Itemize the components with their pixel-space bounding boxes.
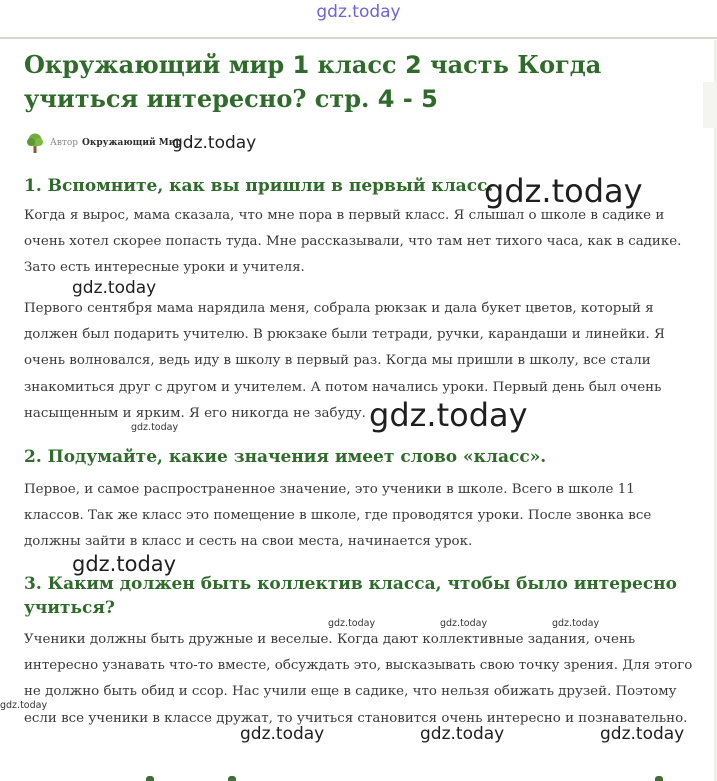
watermark: gdz.today — [484, 172, 643, 210]
title-part: 1 — [292, 51, 310, 79]
watermark: gdz.today — [72, 552, 177, 576]
watermark: gdz.today — [369, 396, 528, 434]
question-heading-3: 3. Каким должен быть коллектив класса, чтобы было интересно учиться? — [24, 574, 677, 618]
header-divider — [0, 37, 717, 39]
watermark: gdz.today — [0, 700, 48, 711]
title-part: класс — [309, 50, 405, 79]
title-part: часть Когда учиться интересно? стр. — [24, 50, 602, 113]
cutoff-glyph — [655, 776, 663, 781]
question-heading-1: 1. Вспомните, как вы пришли в первый класс. — [24, 176, 494, 196]
answer-paragraph: Когда я вырос, мама сказала, что мне пора в первый класс. Я слышал о школе в садике и очень хотел скорее попасть туда. Мне рассказывали, что там нет тихого часа, как в садике. Зато есть интересные уроки и учителя. — [24, 208, 682, 276]
watermark: gdz.today — [328, 618, 376, 629]
title-part: 2 — [404, 51, 422, 79]
watermark: gdz.today — [552, 618, 600, 629]
watermark: gdz.today — [131, 422, 179, 433]
next-heading-cutoff — [0, 772, 717, 781]
author-line — [24, 131, 182, 155]
answer-paragraph: Первого сентября мама нарядила меня, собрала рюкзак и дала букет цветов, который я должен был подарить учителю. В рюкзаке были тетради, ручки, карандаши и линейки. Я очень волновался, ведь иду в школу в первый раз. Когда мы пришли в школу, все стали знакомиться друг с другом и учителем. А потом начались уроки. Первый день был очень насыщенным и ярким. Я его никогда не забуду. — [24, 301, 665, 421]
watermark: gdz.today — [240, 724, 325, 744]
author-prefix: Автор — [50, 138, 79, 148]
question-heading-2: 2. Подумайте, какие значения имеет слово «класс». — [24, 447, 547, 467]
tree-icon — [24, 132, 46, 154]
right-side-tab — [703, 82, 717, 128]
author-name-link[interactable]: Окружающий Мир — [82, 138, 182, 148]
site-logo[interactable]: gdz.today — [316, 2, 401, 22]
watermark: gdz.today — [600, 724, 685, 744]
answer-paragraph: Первое, и самое распространенное значение, это ученики в школе. Всего в школе 11 классов. Так же класс это помещение в школе, где проводятся уроки. После звонка все должны зайти в класс и сесть на свои места, начинается урок. — [24, 482, 652, 550]
watermark: gdz.today — [420, 724, 505, 744]
watermark: gdz.today — [440, 618, 488, 629]
answer-paragraph: Ученики должны быть дружные и веселые. Когда дают коллективные задания, очень интересно узнавать что-то вместе, обсуждать это, высказывать свою точку зрения. Для этого не должно быть обид и ссор. Нас учили еще в садике, что нельзя обижать друзей. Поэтому если все ученики в классе дружат, то учиться становится очень интересно и познавательно. — [24, 632, 693, 726]
page-title — [24, 48, 684, 116]
title-part: Окружающий мир — [24, 50, 293, 79]
cutoff-glyph — [146, 776, 154, 781]
title-part: 4 - 5 — [377, 85, 438, 113]
cutoff-glyph — [228, 776, 236, 781]
watermark: gdz.today — [72, 278, 157, 298]
watermark: gdz.today — [172, 133, 257, 153]
